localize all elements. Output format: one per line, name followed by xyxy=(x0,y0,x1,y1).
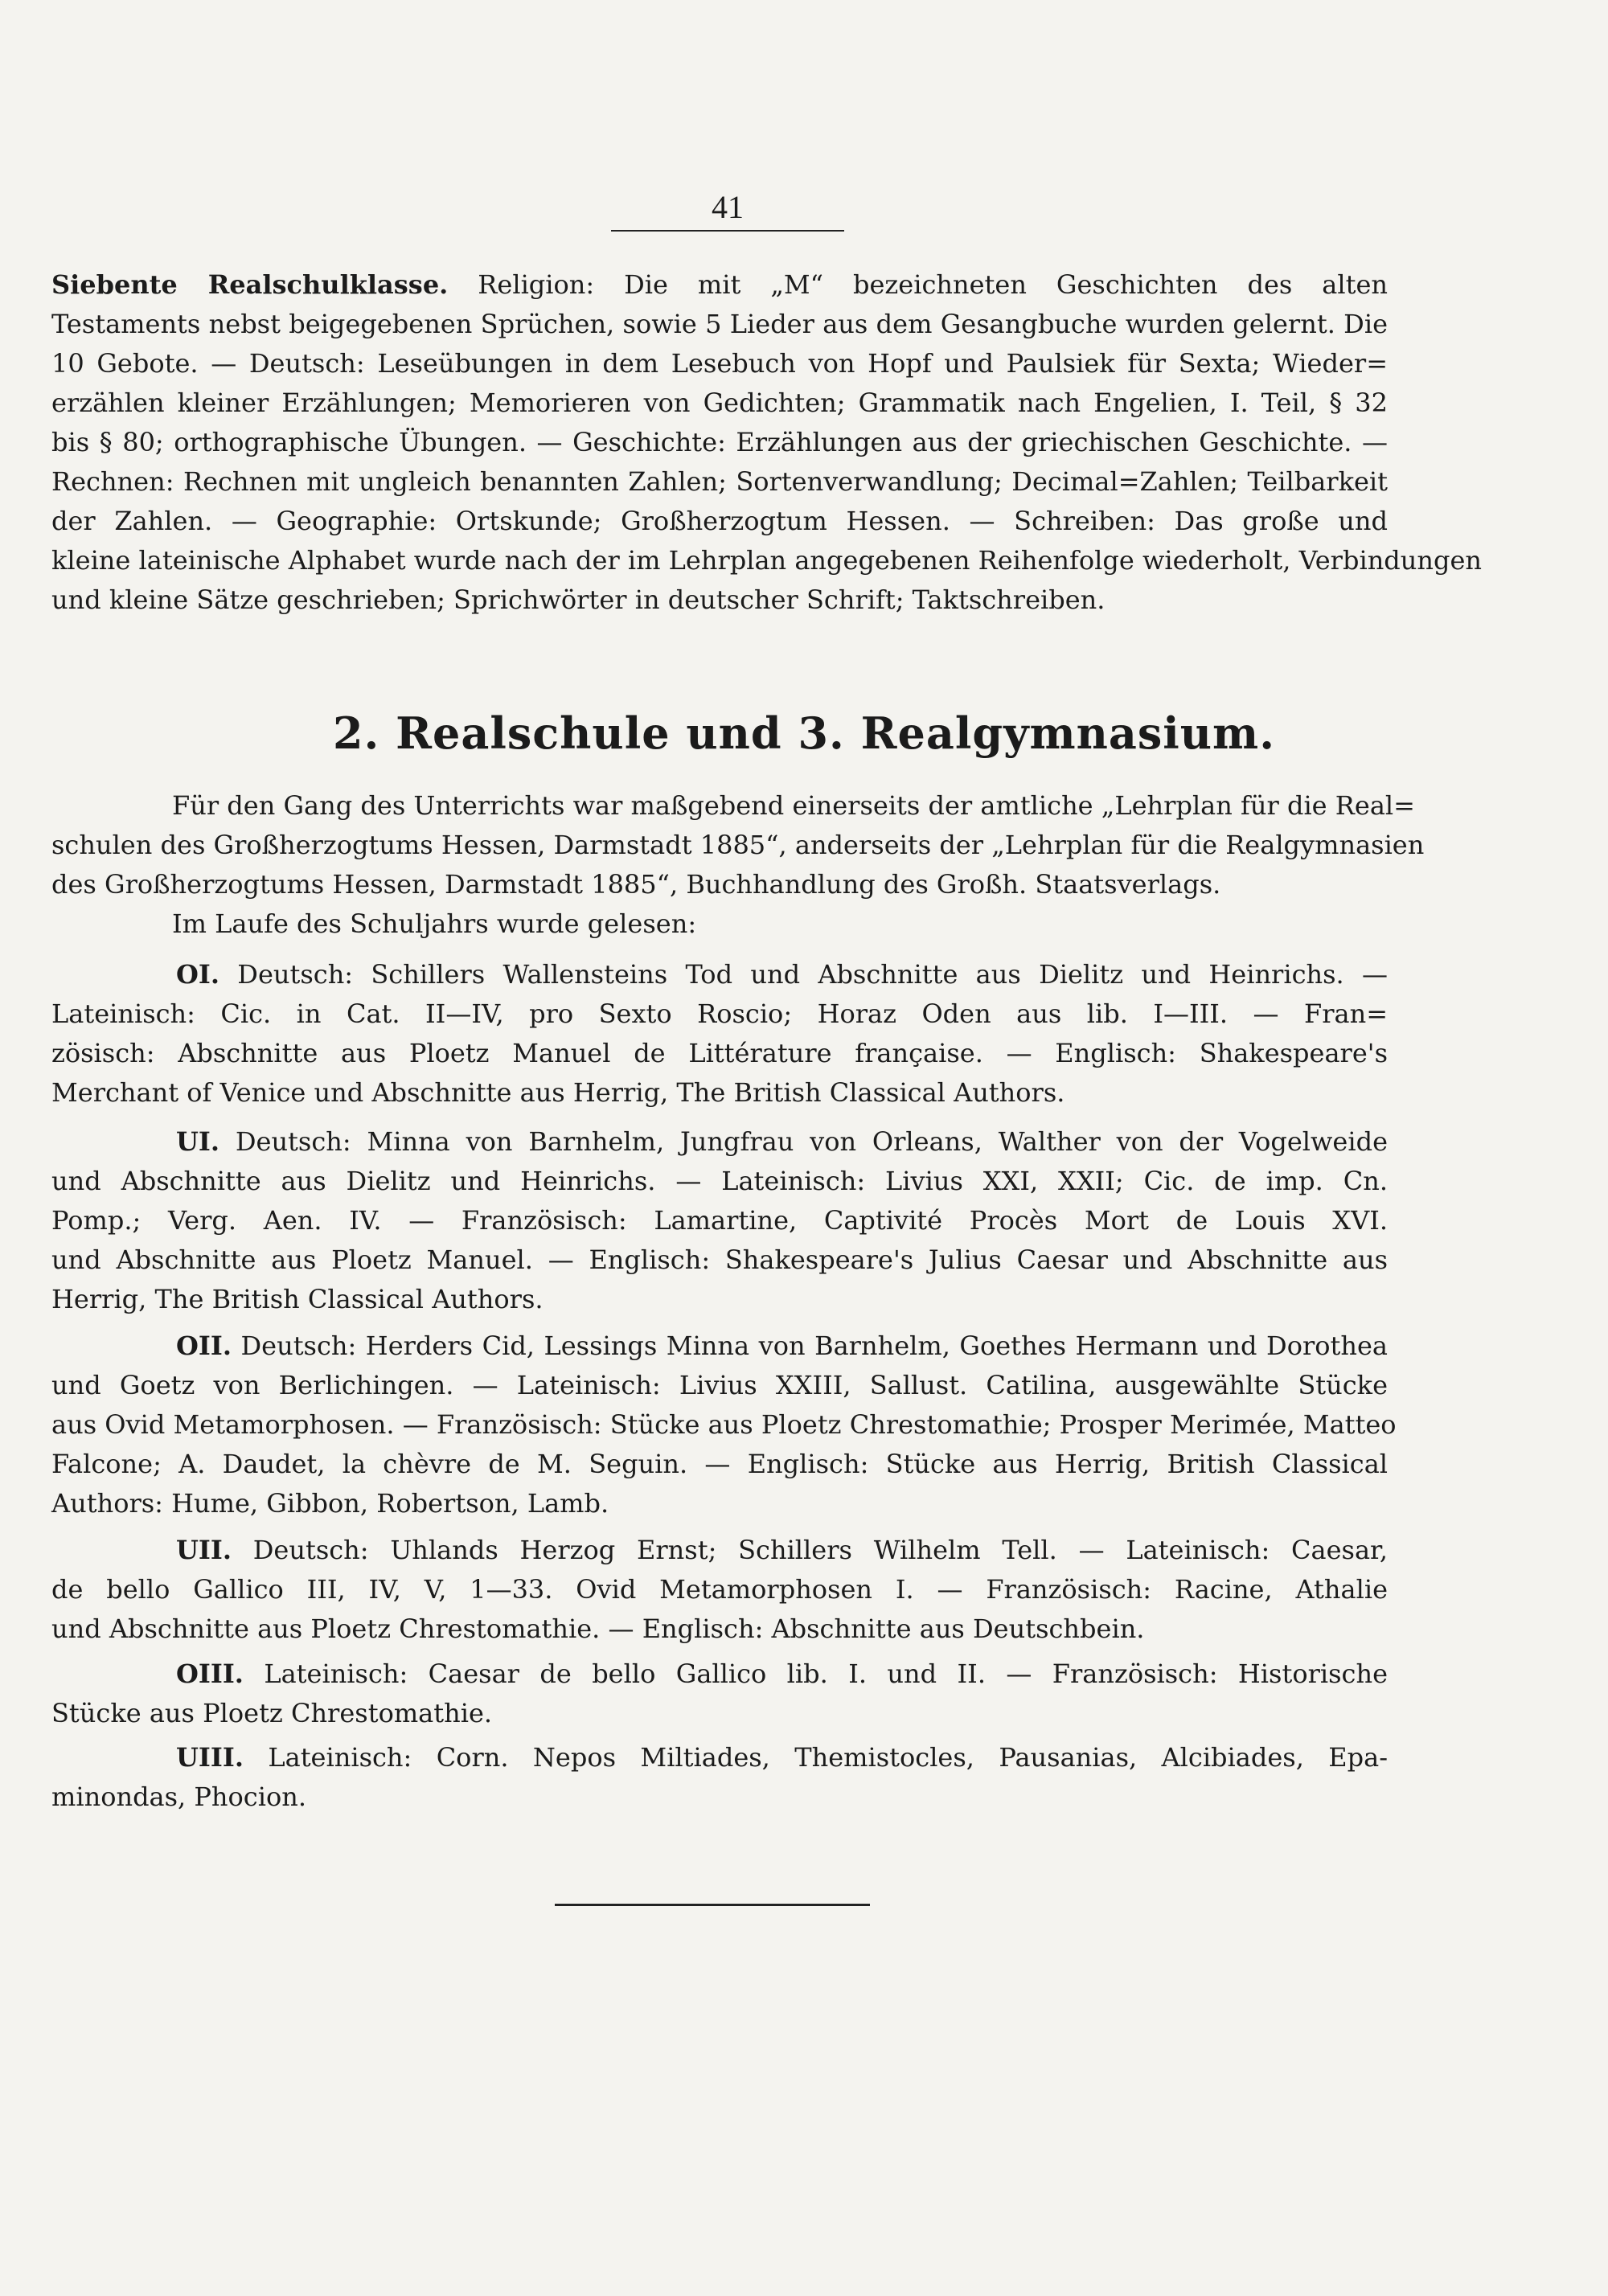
page-number-rule xyxy=(611,230,844,232)
text-line: Im Laufe des Schuljahrs wurde gelesen: xyxy=(172,908,697,939)
text-line: OII. Deutsch: Herders Cid, Lessings Minna von Barnhelm, Goethes Hermann und Dorothea xyxy=(176,1330,1389,1361)
text-line: UI. Deutsch: Minna von Barnhelm, Jungfrau von Orleans, Walther von der Vogelweide xyxy=(176,1126,1389,1157)
text-line: der Zahlen. — Geographie: Ortskunde; Großherzogtum Hessen. — Schreiben: Das große und xyxy=(51,506,1388,536)
class-uiii xyxy=(51,1738,1388,1817)
text-line: Herrig, The British Classical Authors. xyxy=(51,1284,544,1314)
text-line: de bello Gallico III, IV, V, 1—33. Ovid Metamorphosen I. — Französisch: Racine, Athalie xyxy=(51,1574,1388,1605)
class-label: UIII. xyxy=(176,1742,244,1773)
text-line: OI. Deutsch: Schillers Wallensteins Tod und Abschnitte aus Dielitz und Heinrichs. — xyxy=(176,959,1389,990)
class-ui xyxy=(51,1122,1388,1319)
text-line: UIII. Lateinisch: Corn. Nepos Miltiades, Themistocles, Pausanias, Alcibiades, Epa- xyxy=(176,1742,1389,1773)
text-line: und Abschnitte aus Ploetz Manuel. — Englisch: Shakespeare's Julius Caesar und Abschnitte aus xyxy=(51,1244,1388,1275)
text-line: und kleine Sätze geschrieben; Sprichwörter in deutscher Schrift; Taktschreiben. xyxy=(51,584,1106,615)
text-line: und Abschnitte aus Ploetz Chrestomathie. — Englisch: Abschnitte aus Deutschbein. xyxy=(51,1613,1145,1644)
class-label: OIII. xyxy=(176,1658,244,1689)
class-oi xyxy=(51,955,1388,1113)
text-line: Für den Gang des Unterrichts war maßgebend einerseits der amtliche „Lehrplan für die Real= xyxy=(172,790,1415,821)
text-line: Testaments nebst beigegebenen Sprüchen, sowie 5 Lieder aus dem Gesangbuche wurden gelernt. Die xyxy=(51,309,1388,339)
text-line: kleine lateinische Alphabet wurde nach der im Lehrplan angegebenen Reihenfolge wiederholt, Verbindungen xyxy=(51,545,1483,576)
class-label: UI. xyxy=(176,1126,220,1157)
bottom-rule xyxy=(555,1904,870,1906)
class-label: UII. xyxy=(176,1535,232,1565)
text-line: Stücke aus Ploetz Chrestomathie. xyxy=(51,1698,493,1728)
text-line: des Großherzogtums Hessen, Darmstadt 1885“, Buchhandlung des Großh. Staatsverlags. xyxy=(51,869,1221,900)
text-line: erzählen kleiner Erzählungen; Memorieren von Gedichten; Grammatik nach Engelien, I. Teil, § 32 xyxy=(51,387,1388,418)
class-heading: Siebente Realschulklasse. xyxy=(51,269,449,300)
text-line: minondas, Phocion. xyxy=(51,1781,306,1812)
text-line: OIII. Lateinisch: Caesar de bello Gallico lib. I. und II. — Französisch: Historische xyxy=(176,1658,1389,1689)
text-line: Merchant of Venice und Abschnitte aus Herrig, The British Classical Authors. xyxy=(51,1077,1065,1108)
text-line: bis § 80; orthographische Übungen. — Geschichte: Erzählungen aus der griechischen Geschichte. — xyxy=(51,427,1388,457)
text-line: Rechnen: Rechnen mit ungleich benannten Zahlen; Sortenverwandlung; Decimal=Zahlen; Teilbarkeit xyxy=(51,466,1388,497)
text-line: Pomp.; Verg. Aen. IV. — Französisch: Lamartine, Captivité Procès Mort de Louis XVI. xyxy=(51,1205,1388,1236)
text-line: und Goetz von Berlichingen. — Lateinisch: Livius XXIII, Sallust. Catilina, ausgewählte Stücke xyxy=(51,1370,1388,1400)
text-line: Lateinisch: Cic. in Cat. II—IV, pro Sexto Roscio; Horaz Oden aus lib. I—III. — Fran= xyxy=(51,998,1388,1029)
text-line: und Abschnitte aus Dielitz und Heinrichs. — Lateinisch: Livius XXI, XXII; Cic. de imp. Cn. xyxy=(51,1166,1388,1196)
text-line: Siebente Realschulklasse. Religion: Die mit „M“ bezeichneten Geschichten des alten xyxy=(51,269,1389,300)
class-label: OII. xyxy=(176,1330,232,1361)
text-line: Falcone; A. Daudet, la chèvre de M. Seguin. — Englisch: Stücke aus Herrig, British Classical xyxy=(51,1449,1388,1479)
class-uii xyxy=(51,1531,1388,1649)
section-heading: 2. Realschule und 3. Realgymnasium. xyxy=(332,707,1275,759)
class-oii xyxy=(51,1326,1397,1523)
class-label: OI. xyxy=(176,959,219,990)
text-line: schulen des Großherzogtums Hessen, Darmstadt 1885“, anderseits der „Lehrplan für die Realgymnasien xyxy=(51,830,1425,860)
text-line: 10 Gebote. — Deutsch: Leseübungen in dem Lesebuch von Hopf und Paulsiek für Sexta; Wieder= xyxy=(51,348,1388,379)
text-line: aus Ovid Metamorphosen. — Französisch: Stücke aus Ploetz Chrestomathie; Prosper Merimée, Matteo xyxy=(51,1409,1397,1440)
text-line: Authors: Hume, Gibbon, Robertson, Lamb. xyxy=(51,1488,609,1519)
class-oiii xyxy=(51,1654,1388,1733)
text-line: UII. Deutsch: Uhlands Herzog Ernst; Schillers Wilhelm Tell. — Lateinisch: Caesar, xyxy=(176,1535,1389,1565)
page-number: 41 xyxy=(712,189,744,225)
intro-paragraph xyxy=(51,786,1425,944)
section-siebente-realschulklasse xyxy=(51,265,1483,620)
text-line: zösisch: Abschnitte aus Ploetz Manuel de Littérature française. — Englisch: Shakespeare's xyxy=(51,1038,1388,1068)
